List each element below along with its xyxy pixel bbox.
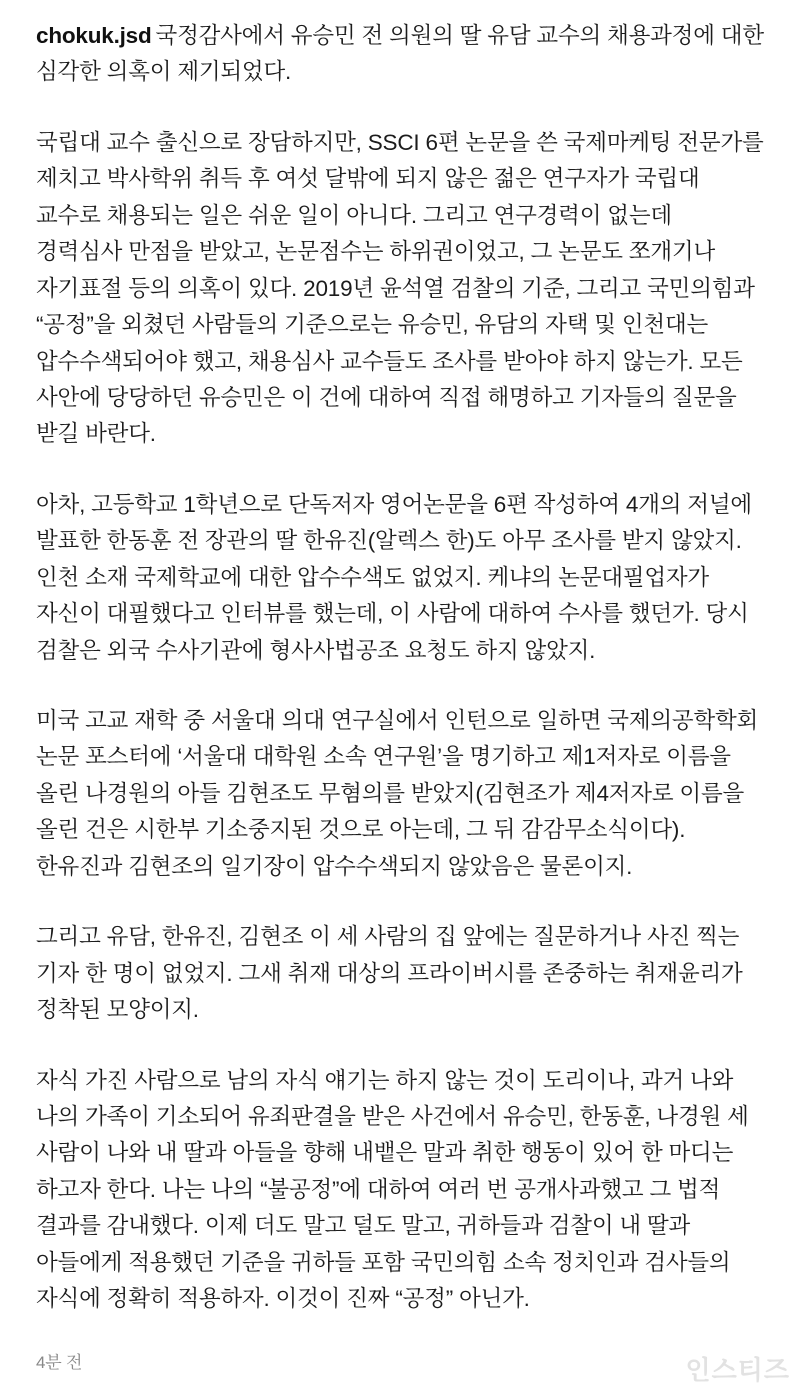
post-paragraph: 자식 가진 사람으로 남의 자식 얘기는 하지 않는 것이 도리이나, 과거 나와 나의 가족이 기소되어 유죄판결을 받은 사건에서 유승민, 한동훈, 나경원 세 사람이 나와 내 딸과 아들을 향해 내뱉은 말과 취한 행동이 있어 한 마디는 하고자 한다. 나는 나의 “불공정”에 대하여 여러 번 공개사과했고 그 법적 결과를 감내했다. 이제 더도 말고 덜도 말고, 귀하들과 검찰이 내 딸과 아들에게 적용했던 기준을 귀하들 포함 국민의힘 소속 정치인과 검사들의 자식에 정확히 적용하자. 이것이 진짜 “공정” 아닌가. bbox=[36, 1067, 749, 1312]
post-paragraph-text: 국정감사에서 유승민 전 의원의 딸 유담 교수의 채용과정에 대한 심각한 의혹이 제기되었다. bbox=[36, 23, 764, 85]
post-paragraph: 미국 고교 재학 중 서울대 의대 연구실에서 인턴으로 일하면 국제의공학학회 논문 포스터에 ‘서울대 대학원 소속 연구원’을 명기하고 제1저자로 이름을 올린 나경원의 아들 김현조도 무혐의를 받았지(김현조가 제4저자로 이름을 올린 건은 시한부 기소중지된 것으로 아는데, 그 뒤 감감무소식이다). 한유진과 김현조의 일기장이 압수수색되지 않았음은 물론이지. bbox=[36, 708, 759, 879]
post-first-paragraph bbox=[36, 18, 764, 91]
post-timestamp: 4분 전 bbox=[36, 1352, 83, 1372]
post-paragraph: 아차, 고등학교 1학년으로 단독저자 영어논문을 6편 작성하여 4개의 저널에 발표한 한동훈 전 장관의 딸 한유진(알렉스 한)도 아무 조사를 받지 않았지. 인천 소재 국제학교에 대한 압수수색도 없었지. 케냐의 논문대필업자가 자신이 대필했다고 인터뷰를 했는데, 이 사람에 대하여 수사를 했던가. 당시 검찰은 외국 수사기관에 형사사법공조 요청도 하지 않았지. bbox=[36, 491, 752, 663]
site-watermark: 인스티즈 bbox=[685, 1354, 790, 1385]
post-paragraph: 국립대 교수 출신으로 장담하지만, SSCI 6편 논문을 쓴 국제마케팅 전문가를 제치고 박사학위 취득 후 여섯 달밖에 되지 않은 젊은 연구자가 국립대 교수로 채용되는 일은 쉬운 일이 아니다. 그리고 연구경력이 없는데 경력심사 만점을 받았고, 논문점수는 하위권이었고, 그 논문도 쪼개기나 자기표절 등의 의혹이 있다. 2019년 윤석열 검찰의 기준, 그리고 국민의힘과 “공정”을 외쳤던 사람들의 기준으로는 유승민, 유담의 자택 및 인천대는 압수수색되어야 했고, 채용심사 교수들도 조사를 받아야 하지 않는가. 모든 사안에 당당하던 유승민은 이 건에 대하여 직접 해명하고 기자들의 질문을 받길 바란다. bbox=[36, 129, 764, 447]
post-username[interactable]: chokuk.jsd bbox=[36, 23, 152, 48]
post-paragraph: 그리고 유담, 한유진, 김현조 이 세 사람의 집 앞에는 질문하거나 사진 찍는 기자 한 명이 없었지. 그새 취재 대상의 프라이버시를 존중하는 취재윤리가 정착된 모양이지. bbox=[36, 924, 743, 1023]
